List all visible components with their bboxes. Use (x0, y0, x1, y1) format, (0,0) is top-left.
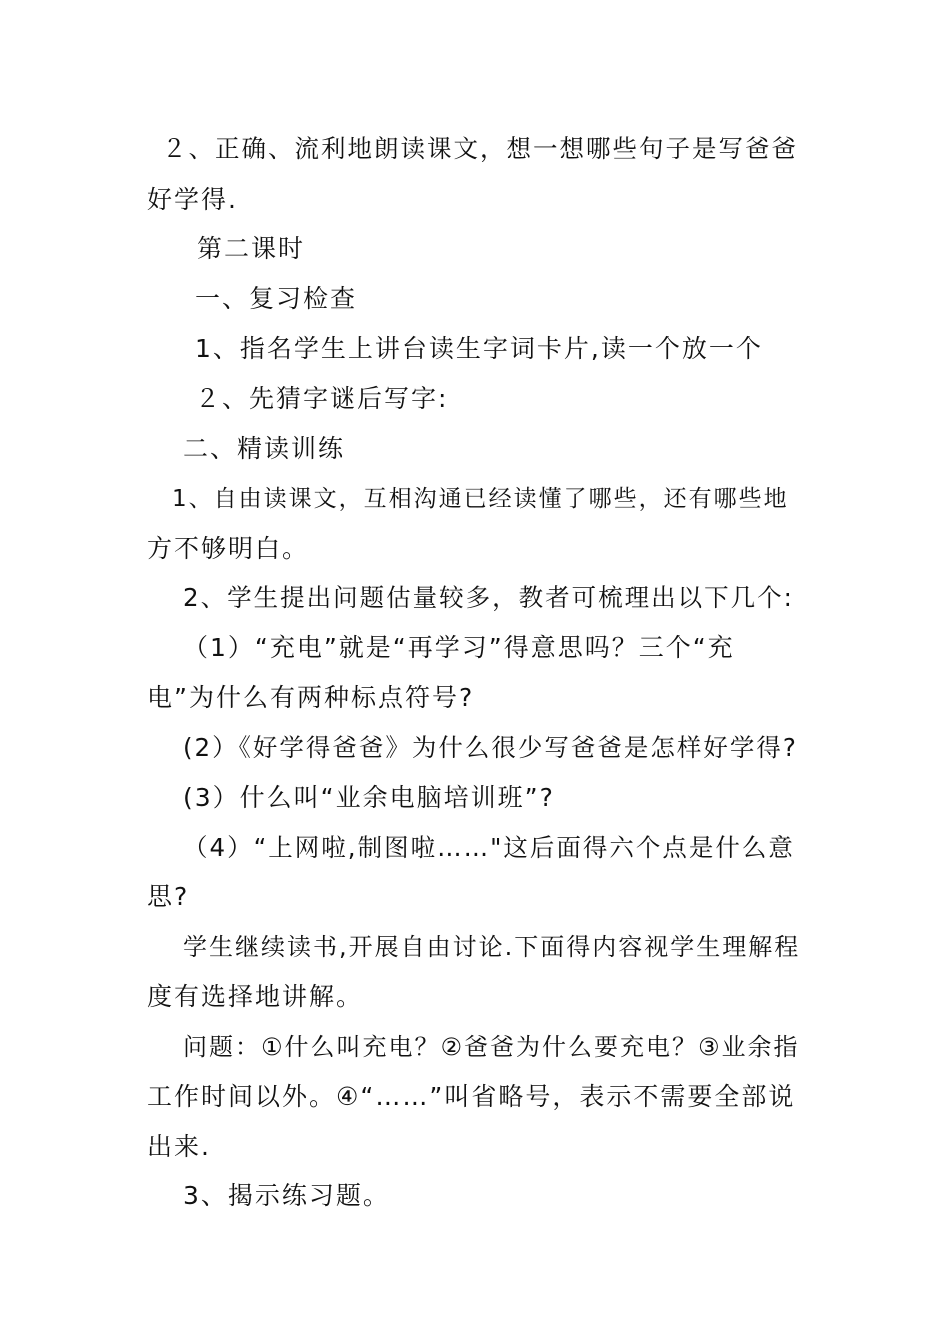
text-line-14: (3）什么叫“业余电脑培训班”? (183, 783, 555, 812)
text-line-8: 1、自由读课文，互相沟通已经读懂了哪些，还有哪些地 (172, 486, 789, 512)
text-line-6: ２、先猜字谜后写字: (195, 384, 449, 413)
section-heading-intensive-reading: 二、精读训练 (183, 434, 346, 463)
text-line-16: 思? (147, 882, 190, 911)
text-line-2: 好学得. (147, 185, 238, 214)
text-line-20: 工作时间以外。④“……”叫省略号，表示不需要全部说 (147, 1082, 796, 1111)
text-line-5: 1、指名学生上讲台读生字词卡片,读一个放一个 (195, 334, 763, 363)
text-line-11: （1）“充电”就是“再学习”得意思吗？三个“充 (183, 633, 735, 662)
section-heading-lesson-2: 第二课时 (197, 234, 306, 263)
text-line-19: 问题：①什么叫充电？②爸爸为什么要充电？③业余指 (183, 1033, 800, 1061)
text-line-13: (2）《好学得爸爸》为什么很少写爸爸是怎样好学得? (183, 733, 798, 762)
text-line-21: 出来. (147, 1132, 211, 1161)
text-line-1: ２、正确、流利地朗读课文，想一想哪些句子是写爸爸 (162, 134, 798, 163)
text-line-12: 电”为什么有两种标点符号? (147, 683, 475, 712)
text-line-10: 2、学生提出问题估量较多，教者可梳理出以下几个: (183, 583, 794, 612)
text-line-17: 学生继续读书,开展自由讨论.下面得内容视学生理解程 (183, 933, 801, 961)
text-line-18: 度有选择地讲解。 (147, 982, 364, 1011)
text-line-15: （4）“上网啦,制图啦……"这后面得六个点是什么意 (183, 833, 795, 862)
section-heading-review: 一、复习检查 (195, 284, 358, 313)
text-line-22: 3、揭示练习题。 (183, 1181, 390, 1210)
text-line-9: 方不够明白。 (147, 534, 310, 563)
